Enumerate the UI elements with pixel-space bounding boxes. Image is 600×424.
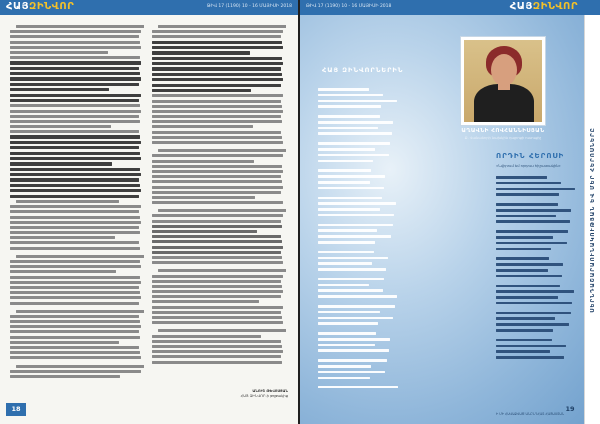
text-line bbox=[152, 196, 255, 199]
text-line bbox=[10, 315, 139, 318]
text-line bbox=[10, 115, 139, 118]
text-line bbox=[10, 336, 140, 339]
text-line bbox=[152, 30, 283, 33]
text-line bbox=[10, 247, 140, 250]
poem-line bbox=[318, 295, 397, 298]
left-page bbox=[0, 0, 298, 424]
poem-line bbox=[496, 236, 553, 239]
text-line bbox=[10, 351, 140, 354]
poem-line bbox=[496, 248, 551, 251]
poem-line bbox=[318, 214, 394, 217]
text-line bbox=[10, 141, 141, 144]
text-line bbox=[10, 281, 141, 284]
text-line bbox=[152, 295, 281, 298]
text-line bbox=[152, 290, 283, 293]
poem-line bbox=[318, 121, 393, 124]
text-line bbox=[152, 115, 281, 118]
text-line bbox=[152, 311, 281, 314]
poem-line bbox=[496, 290, 574, 293]
poem-line bbox=[318, 317, 393, 320]
text-line bbox=[10, 168, 140, 171]
text-line bbox=[152, 154, 283, 157]
text-line bbox=[158, 269, 286, 272]
text-line bbox=[16, 310, 144, 313]
poem-line bbox=[496, 302, 572, 305]
poem-line bbox=[496, 323, 569, 326]
text-line bbox=[10, 291, 140, 294]
text-line bbox=[152, 131, 281, 134]
text-line bbox=[10, 46, 141, 49]
text-line bbox=[10, 104, 140, 107]
text-line bbox=[10, 236, 115, 239]
text-line bbox=[152, 73, 282, 76]
poem-line bbox=[318, 305, 395, 308]
poem-line bbox=[496, 230, 568, 233]
page-number-right: 19 bbox=[565, 405, 575, 413]
author-role: Ք. Վանաձորի նախկին դպրոցի ուսուցիչ bbox=[464, 136, 542, 140]
text-line bbox=[152, 136, 282, 139]
text-line bbox=[10, 88, 109, 91]
text-line bbox=[152, 62, 283, 65]
poem-line bbox=[318, 115, 380, 118]
page-footer: Ի ՄԻ ՀԱՎԱՔՎԱԾ ԱՆԸՆԴՀԱՏ ՀԱՅԱՍՏԱՆ bbox=[496, 412, 565, 416]
text-line bbox=[152, 321, 283, 324]
text-line bbox=[152, 78, 283, 81]
magazine-logo: ՀԱՅԶԻՆՎՈՐ bbox=[509, 1, 578, 12]
article-column-1 bbox=[10, 22, 144, 404]
poem-line bbox=[496, 193, 559, 196]
poem-line bbox=[318, 284, 369, 287]
poem-line bbox=[496, 242, 567, 245]
poem-line bbox=[318, 278, 384, 281]
poem-line bbox=[318, 148, 375, 151]
text-line bbox=[152, 89, 251, 92]
text-line bbox=[10, 302, 139, 305]
text-line bbox=[152, 306, 283, 309]
text-line bbox=[152, 251, 281, 254]
poem-line bbox=[318, 322, 378, 325]
poem-line bbox=[496, 275, 562, 278]
text-line bbox=[10, 152, 140, 155]
text-line bbox=[10, 83, 139, 86]
poem-line bbox=[496, 350, 550, 353]
text-line bbox=[10, 231, 140, 234]
poem-line bbox=[318, 100, 397, 103]
poem-line bbox=[318, 241, 375, 244]
stanza-gap bbox=[496, 281, 578, 285]
poem-line bbox=[318, 88, 369, 91]
text-line bbox=[152, 84, 281, 87]
text-line bbox=[10, 56, 140, 59]
right-page bbox=[300, 0, 600, 424]
magazine-logo: ՀԱՅԶԻՆՎՈՐ bbox=[6, 1, 75, 12]
text-line bbox=[152, 240, 282, 243]
poem-line bbox=[318, 132, 392, 135]
poem-line bbox=[318, 160, 373, 163]
poem-line bbox=[318, 202, 396, 205]
text-line bbox=[152, 170, 283, 173]
poem-line bbox=[496, 317, 555, 320]
poem-line bbox=[496, 339, 552, 342]
text-line bbox=[10, 296, 141, 299]
issue-info: ԹԻՎ 17 (1190) 10 - 16 ՄԱՅԻՍԻ 2018 bbox=[206, 4, 292, 9]
page-number-left: 18 bbox=[6, 403, 26, 416]
text-line bbox=[10, 330, 139, 333]
text-line bbox=[10, 226, 139, 229]
poem-line bbox=[496, 312, 571, 315]
poem-line bbox=[496, 329, 553, 332]
text-line bbox=[10, 241, 139, 244]
text-line bbox=[152, 125, 253, 128]
text-line bbox=[10, 41, 140, 44]
poem-line bbox=[318, 105, 381, 108]
text-line bbox=[152, 261, 283, 264]
text-line bbox=[10, 30, 141, 33]
poem-line bbox=[318, 154, 389, 157]
text-line bbox=[10, 77, 141, 80]
text-line bbox=[10, 162, 112, 165]
text-line bbox=[10, 178, 139, 181]
text-line bbox=[158, 329, 286, 332]
text-line bbox=[10, 325, 141, 328]
poem-line bbox=[318, 187, 384, 190]
poem-line bbox=[496, 356, 564, 359]
stanza-gap bbox=[318, 193, 400, 197]
poem-line bbox=[496, 263, 563, 266]
text-line bbox=[16, 365, 144, 368]
text-line bbox=[152, 180, 282, 183]
author-name: ԱՂԱՎՆԻ ՀՈՎՀԱՆՆԻՍՅԱՆ bbox=[461, 128, 545, 134]
poem-line bbox=[496, 257, 549, 260]
text-line bbox=[152, 316, 282, 319]
poem-line bbox=[318, 175, 385, 178]
issue-info: ԹԻՎ 17 (1190) 10 - 16 ՄԱՅԻՍԻ 2018 bbox=[306, 4, 392, 9]
text-line bbox=[152, 340, 281, 343]
text-line bbox=[152, 100, 281, 103]
vertical-section-heading: ՍԵՐՆԴԱՇԱՐԱՈՒՆԱԿՈՒԹՅԱՆ ԵՎ ՄԵՐ ՀԵՐՈՍՆԵՐԸ bbox=[584, 15, 600, 424]
article-column-2 bbox=[152, 22, 286, 404]
text-line bbox=[10, 370, 141, 373]
poem-line bbox=[318, 371, 385, 374]
poem-line bbox=[318, 94, 383, 97]
poem-line bbox=[318, 169, 371, 172]
poem-line bbox=[318, 311, 380, 314]
text-line bbox=[152, 186, 283, 189]
text-line bbox=[152, 51, 250, 54]
text-line bbox=[10, 173, 141, 176]
text-line bbox=[152, 246, 283, 249]
text-line bbox=[152, 235, 281, 238]
text-line bbox=[10, 320, 140, 323]
text-line bbox=[152, 35, 281, 38]
text-line bbox=[152, 355, 281, 358]
text-line bbox=[152, 335, 261, 338]
poem-line bbox=[318, 142, 390, 145]
text-line bbox=[16, 200, 119, 203]
poem-line bbox=[318, 359, 387, 362]
left-header bbox=[0, 0, 298, 15]
text-line bbox=[16, 25, 144, 28]
text-line bbox=[152, 175, 281, 178]
text-line bbox=[10, 265, 141, 268]
text-line bbox=[158, 25, 286, 28]
right-header bbox=[300, 0, 600, 15]
text-line bbox=[152, 300, 259, 303]
poem-line bbox=[318, 268, 386, 271]
text-line bbox=[10, 67, 139, 70]
text-line bbox=[10, 120, 140, 123]
poem-line bbox=[318, 332, 376, 335]
text-line bbox=[152, 141, 283, 144]
text-line bbox=[16, 255, 144, 258]
text-line bbox=[10, 110, 141, 113]
text-line bbox=[10, 125, 111, 128]
poem-line bbox=[496, 188, 575, 191]
poem-line bbox=[318, 349, 389, 352]
text-line bbox=[158, 209, 286, 212]
text-line bbox=[152, 350, 283, 353]
text-line bbox=[152, 110, 283, 113]
poem-line bbox=[496, 182, 561, 185]
text-line bbox=[10, 270, 116, 273]
text-line bbox=[10, 216, 140, 219]
poem-line bbox=[496, 269, 548, 272]
author-signature: ԱՆՈՒՇ ԹԵՎՈՍՅԱՆ ՀԱՅ ԶԻՆՎՈՐ-ի թղթակից bbox=[240, 389, 288, 398]
poem-line bbox=[496, 296, 558, 299]
poem-line bbox=[496, 215, 556, 218]
text-line bbox=[10, 210, 139, 213]
poem-line bbox=[318, 386, 398, 388]
text-line bbox=[152, 345, 282, 348]
text-line bbox=[152, 225, 282, 228]
text-line bbox=[152, 361, 282, 364]
text-line bbox=[10, 356, 141, 359]
text-line bbox=[152, 67, 281, 70]
text-line bbox=[152, 280, 281, 283]
poem-line bbox=[318, 181, 370, 184]
text-line bbox=[10, 94, 141, 97]
text-line bbox=[152, 105, 282, 108]
text-line bbox=[10, 195, 139, 198]
text-line bbox=[10, 260, 140, 263]
poem-line bbox=[318, 344, 375, 347]
text-line bbox=[10, 276, 140, 279]
poem-line bbox=[318, 229, 377, 232]
portrait-photo bbox=[460, 36, 546, 126]
text-line bbox=[152, 165, 282, 168]
poem-line bbox=[318, 235, 391, 238]
section-title: ՀԱՅ ԶԻՆՎՈՐՆԵՐԻՆ bbox=[322, 66, 404, 74]
text-line bbox=[152, 46, 283, 49]
photo-caption bbox=[450, 128, 556, 140]
text-line bbox=[152, 191, 281, 194]
text-line bbox=[152, 41, 282, 44]
text-line bbox=[10, 72, 140, 75]
text-line bbox=[10, 157, 141, 160]
text-line bbox=[152, 256, 282, 259]
text-line bbox=[10, 130, 139, 133]
poem-line bbox=[318, 257, 388, 260]
poem-line bbox=[318, 365, 371, 368]
text-line bbox=[10, 61, 141, 64]
text-line bbox=[10, 341, 119, 344]
text-line bbox=[152, 201, 283, 204]
text-line bbox=[152, 57, 282, 60]
text-line bbox=[10, 221, 141, 224]
text-line bbox=[152, 230, 257, 233]
poem-line bbox=[318, 224, 393, 227]
text-line bbox=[10, 205, 141, 208]
poem-column-2 bbox=[496, 176, 578, 376]
poem-line bbox=[318, 262, 372, 265]
text-line bbox=[152, 285, 282, 288]
text-line bbox=[152, 160, 254, 163]
text-line bbox=[10, 99, 139, 102]
text-line bbox=[152, 214, 283, 217]
text-line bbox=[152, 94, 283, 97]
text-line bbox=[10, 135, 140, 138]
poem-line bbox=[496, 285, 560, 288]
poem-line bbox=[318, 208, 380, 211]
poem-line bbox=[496, 203, 558, 206]
text-line bbox=[10, 375, 120, 378]
poem-title: ՈՐԴԻՆ ՀԵՐՈՍԻ bbox=[496, 152, 565, 160]
text-line bbox=[10, 184, 140, 187]
poem-line bbox=[496, 176, 547, 179]
text-line bbox=[158, 149, 286, 152]
text-line bbox=[10, 286, 139, 289]
text-line bbox=[10, 346, 139, 349]
poem-line bbox=[318, 197, 382, 200]
text-line bbox=[10, 35, 139, 38]
poem-column-1 bbox=[318, 88, 400, 388]
text-line bbox=[10, 146, 139, 149]
text-line bbox=[152, 220, 281, 223]
text-line bbox=[152, 120, 282, 123]
poem-line bbox=[318, 289, 383, 292]
poem-line bbox=[318, 251, 374, 254]
poem-line bbox=[318, 127, 378, 130]
poem-line bbox=[496, 220, 570, 223]
text-line bbox=[152, 275, 283, 278]
text-line bbox=[10, 51, 108, 54]
text-line bbox=[10, 189, 141, 192]
poem-line bbox=[496, 345, 566, 348]
poem-subtitle: «Նվիրում եմ որդուս հիշատակին» bbox=[496, 164, 561, 168]
poem-line bbox=[496, 209, 571, 212]
poem-line bbox=[318, 338, 390, 341]
poem-line bbox=[318, 377, 370, 380]
